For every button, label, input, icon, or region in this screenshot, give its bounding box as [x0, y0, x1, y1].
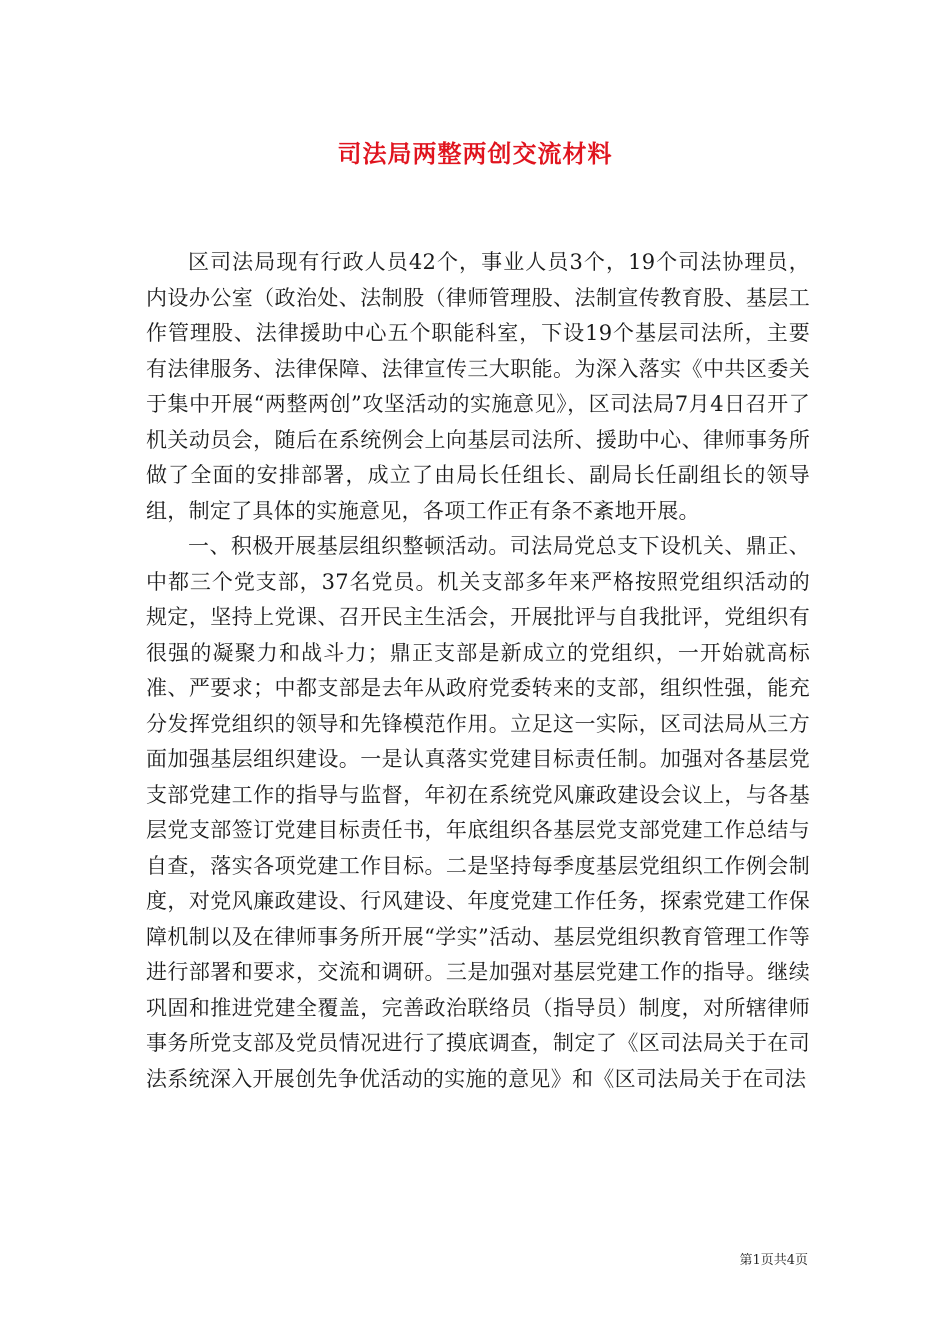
- document-title: 司法局两整两创交流材料: [337, 139, 613, 168]
- page-number: 第1页共4页: [739, 1253, 808, 1268]
- paragraph-section-one: 一、积极开展基层组织整顿活动。司法局党总支下设机关、鼎正、中都三个党支部，37名党员。机关支部多年来严格按照党组织活动的规定，坚持上党课、召开民主生活会，开展批评与自我批评，党组织有很强的凝聚力和战斗力；鼎正支部是新成立的党组织，一开始就高标准、严要求；中都支部是去年从政府党委转来的支部，组织性强，能充分发挥党组织的领导和先锋模范作用。立足这一实际，区司法局从三方面加强基层组织建设。一是认真落实党建目标责任制。加强对各基层党支部党建工作的指导与监督，年初在系统党风廉政建设会议上，与各基层党支部签订党建目标责任书，年底组织各基层党支部党建工作总结与自查，落实各项党建工作目标。二是坚持每季度基层党组织工作例会制度，对党风廉政建设、行风建设、年度党建工作任务，探索党建工作保障机制以及在律师事务所开展“学实”活动、基层党组织教育管理工作等进行部署和要求，交流和调研。三是加强对基层党建工作的指导。继续巩固和推进党建全覆盖，完善政治联络员（指导员）制度，对所辖律师事务所党支部及党员情况进行了摸底调查，制定了《区司法局关于在司法系统深入开展创先争优活动的实施的意见》和《区司法局关于在司法: [146, 534, 810, 1091]
- document-body: [146, 245, 810, 1097]
- paragraph-intro: 区司法局现有行政人员42个，事业人员3个，19个司法协理员，内设办公室（政治处、法制股（律师管理股、法制宣传教育股、基层工作管理股、法律援助中心五个职能科室，下设19个基层司法所，主要有法律服务、法律保障、法律宣传三大职能。为深入落实《中共区委关于集中开展“两整两创”攻坚活动的实施意见》，区司法局7月4日召开了机关动员会，随后在系统例会上向基层司法所、援助中心、律师事务所做了全面的安排部署，成立了由局长任组长、副局长任副组长的领导组，制定了具体的实施意见，各项工作正有条不紊地开展。: [146, 250, 810, 523]
